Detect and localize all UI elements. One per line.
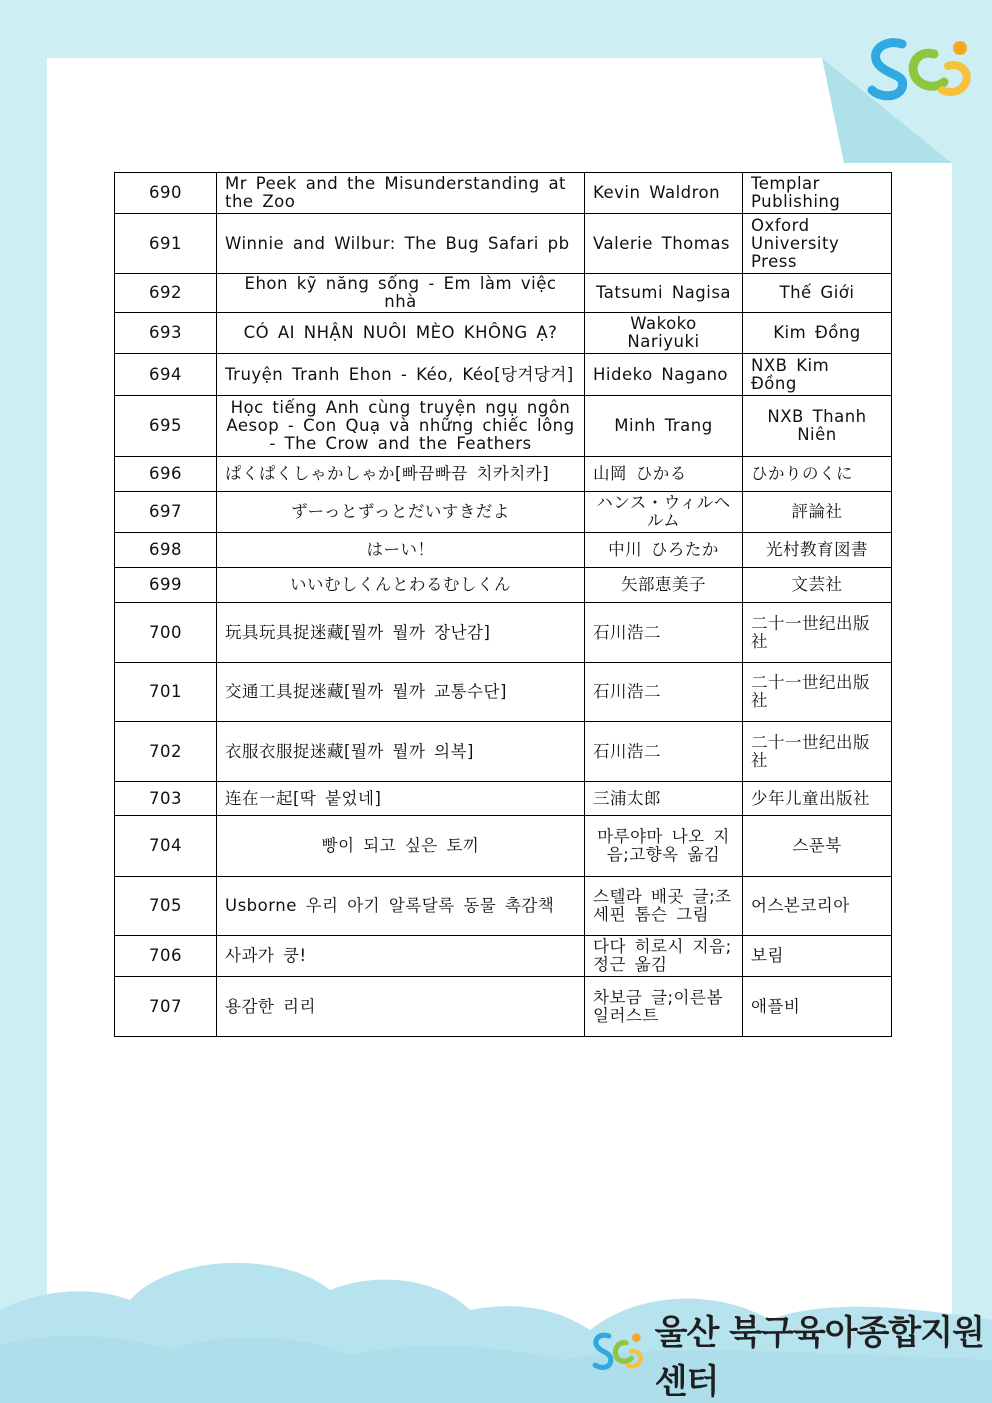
book-title: 용감한 리리 xyxy=(217,977,585,1037)
book-publisher: 보림 xyxy=(743,936,892,977)
book-publisher: NXB Thanh Niên xyxy=(743,396,892,457)
book-number: 694 xyxy=(115,354,217,396)
book-publisher: ひかりのくに xyxy=(743,457,892,492)
book-title: 交通工具捉迷藏[뭘까 뭘까 교통수단] xyxy=(217,663,585,722)
book-publisher: 스푼북 xyxy=(743,816,892,877)
book-publisher: 二十一世纪出版社 xyxy=(743,663,892,722)
book-publisher: Templar Publishing xyxy=(743,173,892,214)
table-row xyxy=(115,877,892,936)
book-author: 차보금 글;이른봄 일러스트 xyxy=(585,977,743,1037)
table-row xyxy=(115,977,892,1037)
book-title: ずーっとずっとだいすきだよ xyxy=(217,492,585,533)
book-author: ハンス・ウィルヘルム xyxy=(585,492,743,533)
book-publisher: Oxford University Press xyxy=(743,214,892,274)
book-number: 699 xyxy=(115,568,217,603)
book-title: 连在一起[딱 붙었네] xyxy=(217,782,585,816)
book-publisher: Thế Giới xyxy=(743,274,892,313)
book-author: 石川浩二 xyxy=(585,663,743,722)
book-title: Usborne 우리 아기 알록달록 동물 촉감책 xyxy=(217,877,585,936)
table-row xyxy=(115,492,892,533)
book-author: Wakoko Nariyuki xyxy=(585,313,743,354)
table-row xyxy=(115,214,892,274)
book-publisher: 二十一世纪出版社 xyxy=(743,603,892,663)
book-title: CÓ AI NHẬN NUÔI MÈO KHÔNG Ạ? xyxy=(217,313,585,354)
book-title: いいむしくんとわるむしくん xyxy=(217,568,585,603)
book-title: 사과가 쿵! xyxy=(217,936,585,977)
book-publisher: Kim Đồng xyxy=(743,313,892,354)
book-title: Winnie and Wilbur: The Bug Safari pb xyxy=(217,214,585,274)
book-publisher: 少年儿童出版社 xyxy=(743,782,892,816)
book-publisher: 文芸社 xyxy=(743,568,892,603)
book-number: 707 xyxy=(115,977,217,1037)
table-row xyxy=(115,533,892,568)
book-author: 石川浩二 xyxy=(585,603,743,663)
book-author: Kevin Waldron xyxy=(585,173,743,214)
book-publisher: 애플비 xyxy=(743,977,892,1037)
book-author: Hideko Nagano xyxy=(585,354,743,396)
book-author: Valerie Thomas xyxy=(585,214,743,274)
book-number: 690 xyxy=(115,173,217,214)
book-author: 스텔라 배곳 글;조세핀 톰슨 그림 xyxy=(585,877,743,936)
table-row xyxy=(115,603,892,663)
table-row xyxy=(115,173,892,214)
book-list-table xyxy=(114,172,892,1037)
book-title: 衣服衣服捉迷藏[뭘까 뭘까 의복] xyxy=(217,722,585,782)
book-author: 다다 히로시 지음;정근 옮김 xyxy=(585,936,743,977)
footer-brand xyxy=(590,1313,992,1402)
book-title: Truyện Tranh Ehon - Kéo, Kéo[당겨당겨] xyxy=(217,354,585,396)
book-title: Học tiếng Anh cùng truyện ngụ ngôn Aesop - Con Quạ và những chiếc lông - The Crow and the Feathers xyxy=(217,396,585,457)
book-publisher: 光村教育図書 xyxy=(743,533,892,568)
book-number: 693 xyxy=(115,313,217,354)
table-row xyxy=(115,274,892,313)
book-publisher: 어스본코리아 xyxy=(743,877,892,936)
book-author: 三浦太郎 xyxy=(585,782,743,816)
table-row xyxy=(115,568,892,603)
book-number: 691 xyxy=(115,214,217,274)
book-author: 矢部恵美子 xyxy=(585,568,743,603)
book-number: 700 xyxy=(115,603,217,663)
book-number: 702 xyxy=(115,722,217,782)
book-publisher: 二十一世纪出版社 xyxy=(743,722,892,782)
book-number: 696 xyxy=(115,457,217,492)
book-number: 692 xyxy=(115,274,217,313)
book-number: 706 xyxy=(115,936,217,977)
book-title: 빵이 되고 싶은 토끼 xyxy=(217,816,585,877)
book-publisher: NXB Kim Đồng xyxy=(743,354,892,396)
book-title: はーい！ xyxy=(217,533,585,568)
book-author: 石川浩二 xyxy=(585,722,743,782)
table-row xyxy=(115,663,892,722)
book-number: 704 xyxy=(115,816,217,877)
table-row xyxy=(115,782,892,816)
book-title: 玩具玩具捉迷藏[뭘까 뭘까 장난감] xyxy=(217,603,585,663)
book-publisher: 評論社 xyxy=(743,492,892,533)
book-number: 695 xyxy=(115,396,217,457)
center-logo-icon xyxy=(862,32,982,104)
book-number: 703 xyxy=(115,782,217,816)
center-logo-icon xyxy=(590,1325,647,1383)
book-author: 中川 ひろたか xyxy=(585,533,743,568)
book-title: ぱくぱくしゃかしゃか[빠끔빠끔 치카치카] xyxy=(217,457,585,492)
table-row xyxy=(115,313,892,354)
book-author: Minh Trang xyxy=(585,396,743,457)
book-author: 마루야마 나오 지음;고향옥 옮김 xyxy=(585,816,743,877)
book-title: Ehon kỹ năng sống - Em làm việc nhà xyxy=(217,274,585,313)
book-title: Mr Peek and the Misunderstanding at the Zoo xyxy=(217,173,585,214)
book-number: 701 xyxy=(115,663,217,722)
book-number: 698 xyxy=(115,533,217,568)
table-row xyxy=(115,722,892,782)
table-row xyxy=(115,936,892,977)
book-author: Tatsumi Nagisa xyxy=(585,274,743,313)
book-number: 697 xyxy=(115,492,217,533)
table-row xyxy=(115,396,892,457)
table-row xyxy=(115,457,892,492)
footer-brand-text: 울산 북구육아종합지원센터 xyxy=(654,1313,984,1402)
table-row xyxy=(115,816,892,877)
book-number: 705 xyxy=(115,877,217,936)
table-row xyxy=(115,354,892,396)
book-author: 山岡 ひかる xyxy=(585,457,743,492)
